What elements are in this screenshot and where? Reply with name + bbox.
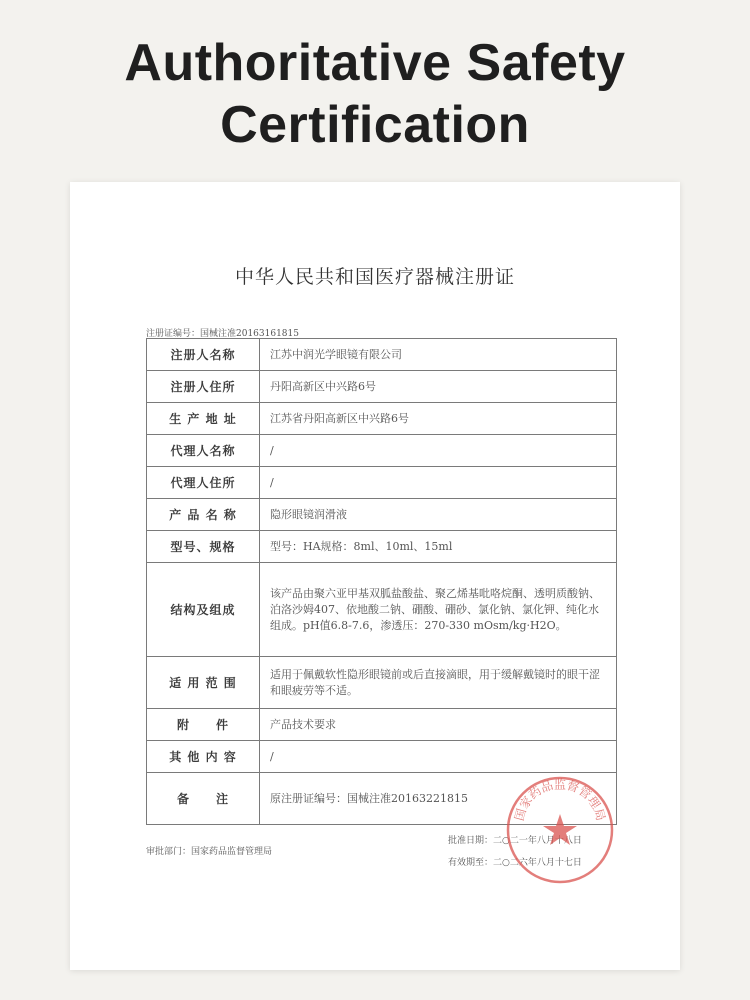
row-value: 适用于佩戴软性隐形眼镜前或后直接滴眼，用于缓解戴镜时的眼干涩和眼疲劳等不适。 — [260, 657, 617, 709]
row-value: 丹阳高新区中兴路6号 — [260, 371, 617, 403]
table-row — [147, 709, 617, 741]
row-value: 江苏省丹阳高新区中兴路6号 — [260, 403, 617, 435]
row-label: 结构及组成 — [147, 563, 260, 657]
table-row — [147, 467, 617, 499]
row-value: 型号：HA规格：8ml、10ml、15ml — [260, 531, 617, 563]
row-label: 产 品 名 称 — [147, 499, 260, 531]
row-label: 生 产 地 址 — [147, 403, 260, 435]
table-row — [147, 657, 617, 709]
row-label: 其 他 内 容 — [147, 741, 260, 773]
row-value: 该产品由聚六亚甲基双胍盐酸盐、聚乙烯基吡咯烷酮、透明质酸钠、泊洛沙姆407、依地酸二钠、硼酸、硼砂、氯化钠、氯化钾、纯化水组成。pH值6.8-7.6，渗透压：270-330 mOsm/kg·H2O。 — [260, 563, 617, 657]
approval-department: 审批部门：国家药品监督管理局 — [146, 847, 273, 857]
row-label: 代理人住所 — [147, 467, 260, 499]
headline-line-2: Certification — [220, 96, 530, 154]
row-label: 适 用 范 围 — [147, 657, 260, 709]
row-value: / — [260, 467, 617, 499]
row-value: 产品技术要求 — [260, 709, 617, 741]
table-row — [147, 403, 617, 435]
row-label: 注册人名称 — [147, 339, 260, 371]
valid-until-date: 有效期至：二○二六年八月十七日 — [448, 858, 582, 868]
row-label: 附 件 — [147, 709, 260, 741]
approval-date: 批准日期：二○二一年八月十八日 — [448, 836, 582, 846]
table-row — [147, 563, 617, 657]
row-value: 原注册证编号：国械注准20163221815 — [260, 773, 617, 825]
table-row — [147, 531, 617, 563]
row-label: 备 注 — [147, 773, 260, 825]
official-seal-stamp — [502, 772, 618, 888]
stamp-text: 国家药品监督管理局 — [512, 777, 608, 823]
row-label: 注册人住所 — [147, 371, 260, 403]
row-value: / — [260, 741, 617, 773]
certificate-table — [146, 338, 617, 825]
row-value: / — [260, 435, 617, 467]
row-value: 江苏中润光学眼镜有限公司 — [260, 339, 617, 371]
table-row — [147, 499, 617, 531]
table-row — [147, 741, 617, 773]
headline-line-1: Authoritative Safety — [124, 34, 626, 92]
certificate-document — [70, 182, 680, 970]
row-label: 代理人名称 — [147, 435, 260, 467]
table-row — [147, 371, 617, 403]
row-value: 隐形眼镜润滑液 — [260, 499, 617, 531]
page-headline — [0, 32, 750, 156]
registration-number: 注册证编号：国械注准20163161815 — [146, 329, 299, 339]
stamp-star-icon — [543, 814, 577, 845]
table-row — [147, 435, 617, 467]
table-row — [147, 339, 617, 371]
certificate-title: 中华人民共和国医疗器械注册证 — [234, 266, 515, 288]
row-label: 型号、规格 — [147, 531, 260, 563]
